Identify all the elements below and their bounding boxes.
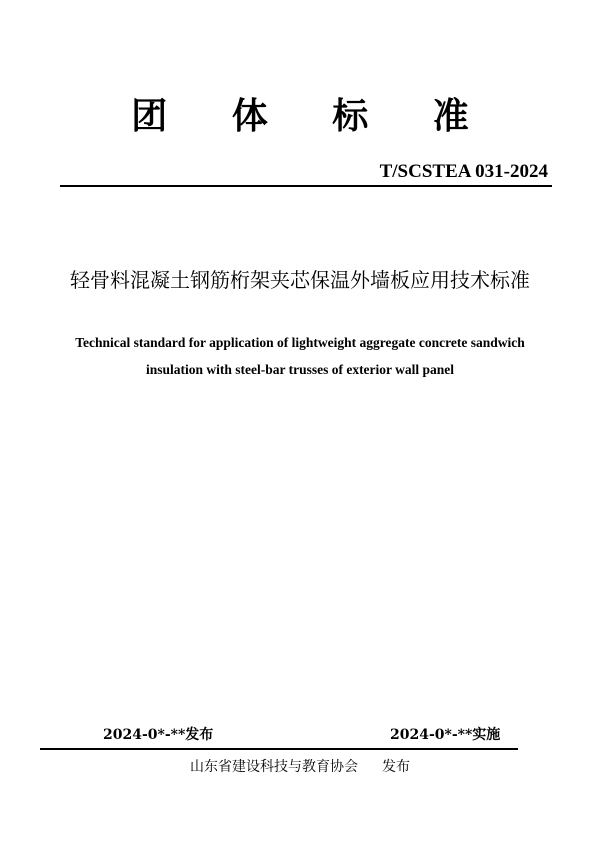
footer-divider (40, 748, 518, 750)
chinese-title: 轻骨料混凝土钢筋桁架夹芯保温外墙板应用技术标准 (70, 268, 530, 292)
english-title (40, 329, 560, 383)
publisher-line (0, 757, 600, 777)
english-title-line-2: insulation with steel-bar trusses of exterior wall panel (145, 362, 455, 377)
document-type-heading: 团 体 标 准 (131, 96, 495, 137)
english-title-line-1: Technical standard for application of lightweight aggregate concrete sandwich (75, 335, 525, 350)
publisher-name: 山东省建设科技与教育协会 (190, 759, 358, 775)
issue-date: 2024-0*-**发布 (103, 727, 214, 743)
implementation-date: 2024-0*-**实施 (390, 727, 501, 743)
standard-number: T/SCSTEA 031-2024 (379, 161, 548, 182)
header-divider (60, 185, 552, 187)
publish-action: 发布 (382, 759, 410, 775)
